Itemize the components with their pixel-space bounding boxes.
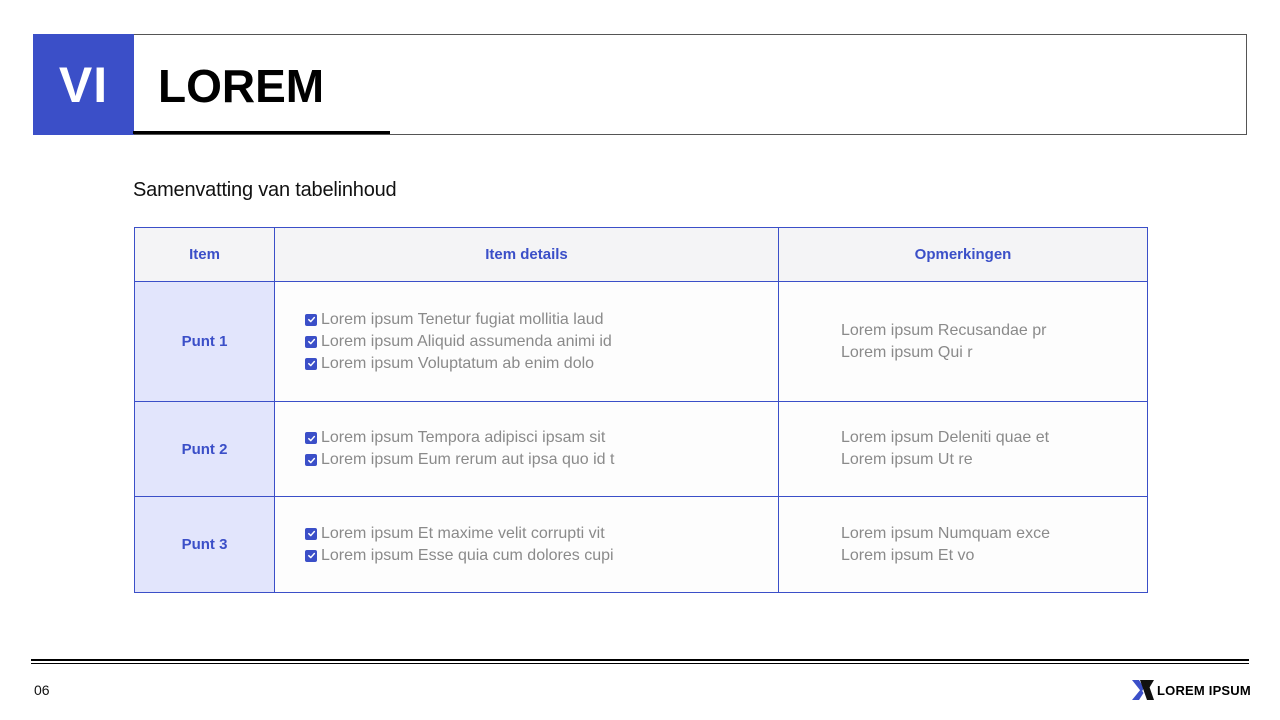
- detail-list-item: [305, 353, 778, 375]
- column-header-remarks: Opmerkingen: [779, 228, 1148, 282]
- detail-list-item: [305, 309, 778, 331]
- remark-text: Lorem ipsum Numquam exce: [841, 524, 1050, 542]
- remark-text: Lorem ipsum Recusandae pr: [841, 321, 1047, 339]
- column-header-item: Item: [135, 228, 275, 282]
- checkbox-checked-icon: [305, 550, 317, 562]
- brand-mark: [1132, 680, 1251, 700]
- table-row: [135, 402, 1148, 497]
- checkbox-checked-icon: [305, 454, 317, 466]
- details-cell: [275, 282, 779, 402]
- detail-list-item: [305, 523, 778, 545]
- detail-text: Lorem ipsum Tenetur fugiat mollitia laud: [321, 310, 604, 328]
- detail-list-item: [305, 331, 778, 353]
- table-row: [135, 497, 1148, 593]
- details-cell: [275, 402, 779, 497]
- page-title: LOREM: [158, 60, 325, 112]
- title-underline: [133, 131, 390, 134]
- footer-divider-thin: [31, 663, 1249, 664]
- detail-text: Lorem ipsum Esse quia cum dolores cupi: [321, 546, 614, 564]
- detail-list-item: [305, 449, 778, 471]
- column-header-item-details: Item details: [275, 228, 779, 282]
- remark-text: Lorem ipsum Et vo: [841, 546, 975, 564]
- x-logo-icon: [1132, 680, 1154, 700]
- remarks-cell: [779, 282, 1148, 402]
- remark-text: Lorem ipsum Deleniti quae et: [841, 429, 1050, 446]
- item-cell: Punt 2: [135, 402, 275, 497]
- checkbox-checked-icon: [305, 358, 317, 370]
- table-header-row: [135, 228, 1148, 282]
- remark-text: Lorem ipsum Qui r: [841, 343, 973, 361]
- details-cell: [275, 497, 779, 593]
- checkbox-checked-icon: [305, 314, 317, 326]
- table-row: [135, 282, 1148, 402]
- detail-text: Lorem ipsum Et maxime velit corrupti vit: [321, 524, 605, 542]
- remarks-cell: [779, 402, 1148, 497]
- brand-name: LOREM IPSUM: [1157, 682, 1251, 698]
- detail-text: Lorem ipsum Aliquid assumenda animi id: [321, 332, 612, 350]
- checkbox-checked-icon: [305, 336, 317, 348]
- remark-text: Lorem ipsum Ut re: [841, 451, 973, 468]
- detail-text: Lorem ipsum Voluptatum ab enim dolo: [321, 354, 595, 372]
- item-cell: Punt 1: [135, 282, 275, 402]
- item-cell: Punt 3: [135, 497, 275, 593]
- page-number: 06: [34, 682, 50, 698]
- detail-list-item: [305, 545, 778, 567]
- section-heading: Samenvatting van tabelinhoud: [133, 179, 397, 201]
- detail-list-item: [305, 427, 778, 449]
- checkbox-checked-icon: [305, 528, 317, 540]
- detail-text: Lorem ipsum Eum rerum aut ipsa quo id t: [321, 451, 615, 468]
- footer-divider: [31, 659, 1249, 661]
- summary-table: [134, 227, 1148, 593]
- checkbox-checked-icon: [305, 432, 317, 444]
- section-numeral: VI: [33, 34, 134, 135]
- detail-text: Lorem ipsum Tempora adipisci ipsam sit: [321, 429, 606, 446]
- remarks-cell: [779, 497, 1148, 593]
